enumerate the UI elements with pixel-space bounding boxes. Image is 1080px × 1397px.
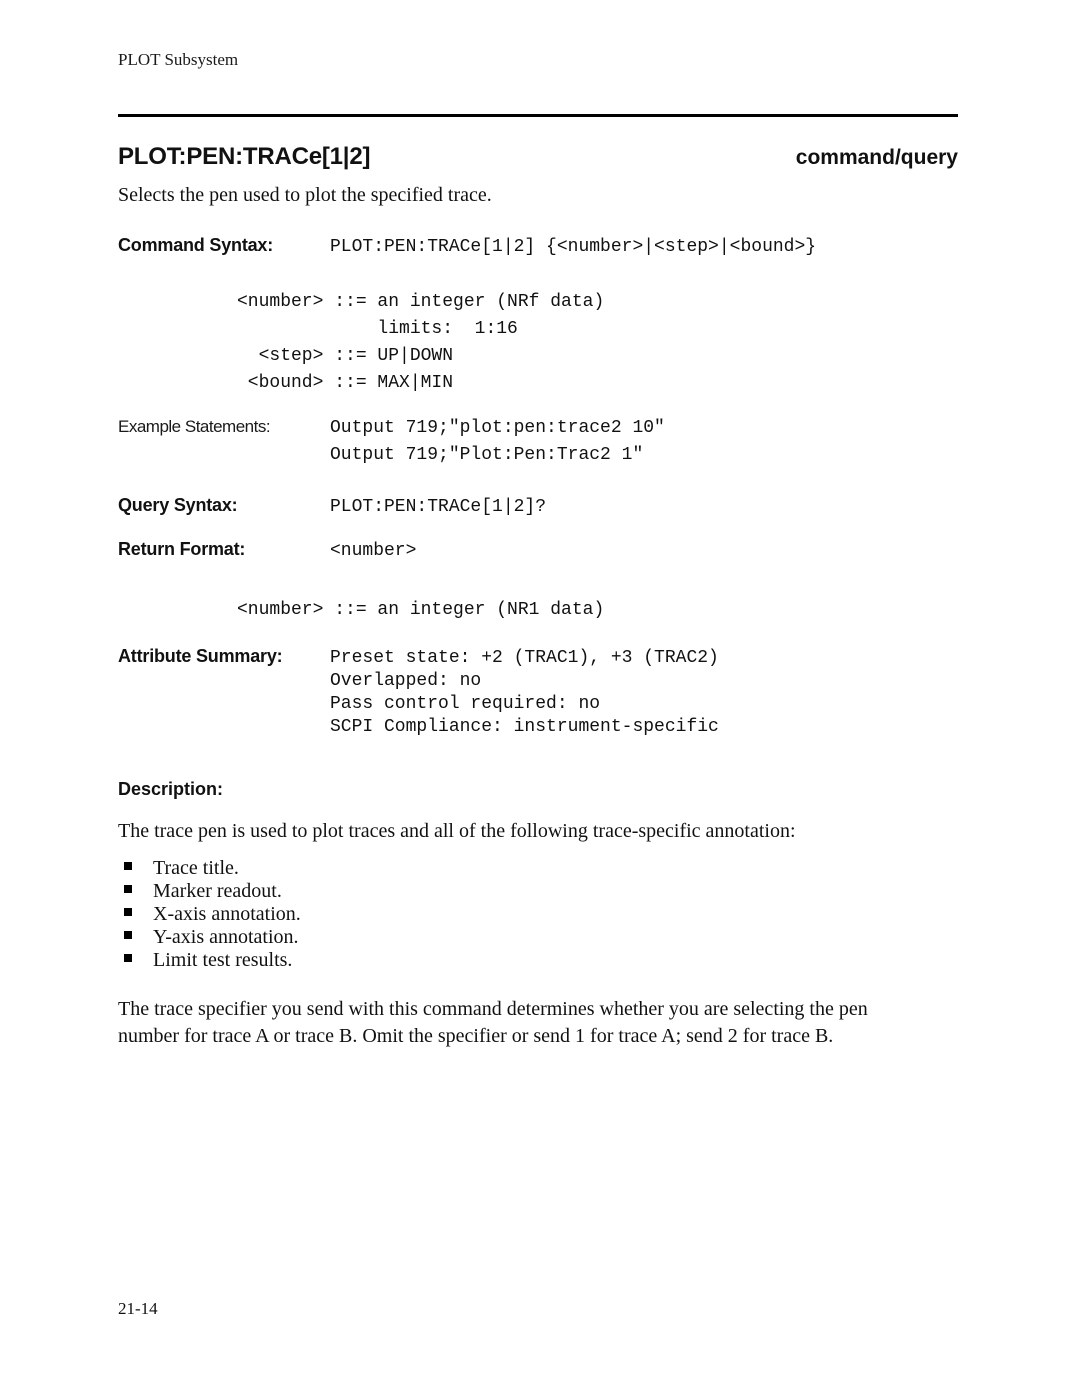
query-syntax-row <box>118 495 958 517</box>
example-line: Output 719;"plot:pen:trace2 10" <box>330 418 665 438</box>
attribute-summary-label: Attribute Summary: <box>118 646 283 666</box>
bullet-square-icon <box>124 885 132 893</box>
bullet-square-icon <box>124 954 132 962</box>
bullet-text: Limit test results. <box>153 949 293 971</box>
command-syntax-row <box>118 235 958 257</box>
bullet-square-icon <box>124 931 132 939</box>
example-statements-row <box>118 415 958 469</box>
command-syntax-code: PLOT:PEN:TRACe[1|2] {<number>|<step>|<bound>} <box>330 237 817 257</box>
return-format-row <box>118 539 958 561</box>
example-statements-code <box>330 415 665 469</box>
list-item <box>124 926 960 949</box>
list-item <box>124 903 960 926</box>
command-syntax-definitions: <number> ::= an integer (NRf data) limits: 1:16 <step> ::= UP|DOWN <bound> ::= MAX|MIN <box>237 292 605 393</box>
example-statements-label: Example Statements: <box>118 417 271 436</box>
attribute-line: Overlapped: no <box>330 671 482 691</box>
bullet-text: Trace title. <box>153 857 239 879</box>
return-format-definition: <number> ::= an integer (NR1 data) <box>237 600 605 620</box>
attribute-line: Pass control required: no <box>330 694 601 714</box>
list-item <box>124 949 960 972</box>
command-title: PLOT:PEN:TRACe[1|2] <box>118 143 371 170</box>
command-type-label: command/query <box>795 146 958 169</box>
description-closing-paragraph: The trace specifier you send with this command determines whether you are selecting the pen number for trace A or trace B. Omit the specifier or send 1 for trace A; send 2 for trace B. <box>118 998 868 1047</box>
bullet-text: Y-axis annotation. <box>153 926 299 948</box>
section-divider-rule <box>118 114 958 117</box>
description-bullet-list <box>118 857 960 972</box>
query-syntax-code: PLOT:PEN:TRACe[1|2]? <box>330 497 547 517</box>
attribute-line: Preset state: +2 (TRAC1), +3 (TRAC2) <box>330 648 719 668</box>
page-number: 21-14 <box>118 1299 158 1318</box>
bullet-text: X-axis annotation. <box>153 903 301 925</box>
bullet-square-icon <box>124 908 132 916</box>
example-line: Output 719;"Plot:Pen:Trac2 1" <box>330 445 644 465</box>
title-row <box>118 143 958 171</box>
command-syntax-label: Command Syntax: <box>118 235 274 255</box>
list-item <box>124 880 960 903</box>
attribute-summary-code <box>330 647 719 739</box>
description-label: Description: <box>118 779 224 799</box>
description-intro: The trace pen is used to plot traces and all of the following trace-specific annotation: <box>118 820 796 842</box>
return-format-code: <number> <box>330 541 417 561</box>
command-summary: Selects the pen used to plot the specified trace. <box>118 184 492 206</box>
attribute-line: SCPI Compliance: instrument-specific <box>330 717 719 737</box>
return-format-label: Return Format: <box>118 539 246 559</box>
list-item <box>124 857 960 880</box>
bullet-square-icon <box>124 862 132 870</box>
running-header: PLOT Subsystem <box>118 50 239 69</box>
bullet-text: Marker readout. <box>153 880 282 902</box>
attribute-summary-row <box>118 646 958 739</box>
query-syntax-label: Query Syntax: <box>118 495 238 515</box>
